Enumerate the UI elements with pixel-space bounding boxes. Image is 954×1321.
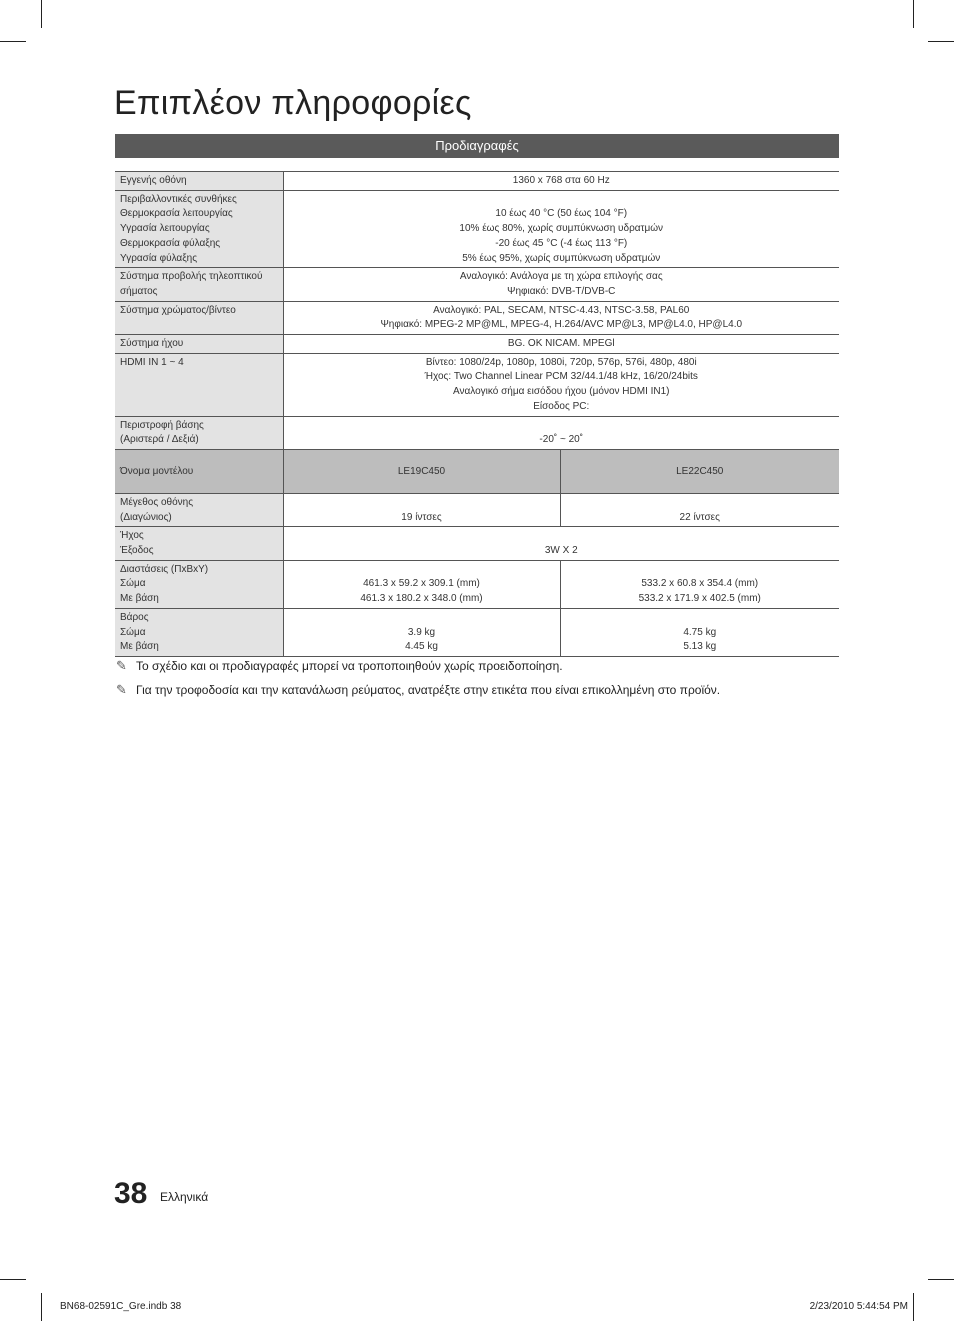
spec-label xyxy=(115,416,283,449)
value-line: Ψηφιακό: MPEG-2 MP@ML, MPEG-4, H.264/AVC MP@L3, MP@L4.0, HP@L4.0 xyxy=(380,319,743,331)
value-line: 5% έως 95%, χωρίς συμπύκνωση υδρατμών xyxy=(462,252,661,264)
table-row xyxy=(115,268,839,301)
value-line: Ήχος: Two Channel Linear PCM 32/44.1/48 kHz, 16/20/24bits xyxy=(424,371,698,383)
table-row xyxy=(115,493,839,526)
table-row xyxy=(115,608,839,656)
spec-label: Σύστημα ήχου xyxy=(115,335,283,354)
value-line: 533.2 x 60.8 x 354.4 (mm) xyxy=(641,578,759,590)
spec-label xyxy=(115,527,283,560)
value-line: 10 έως 40 °C (50 έως 104 °F) xyxy=(495,208,628,220)
value-line: 5.13 kg xyxy=(683,641,717,653)
table-row xyxy=(115,190,839,268)
note-item xyxy=(116,682,720,698)
spec-label xyxy=(115,560,283,608)
page-number: 38 xyxy=(114,1177,148,1210)
label-line: Ήχος xyxy=(120,530,144,542)
value-line: Βίντεο: 1080/24p, 1080p, 1080i, 720p, 576p, 576i, 480p, 480i xyxy=(425,356,697,368)
footer-file: BN68-02591C_Gre.indb 38 xyxy=(60,1301,182,1312)
crop-mark xyxy=(41,1293,42,1321)
table-row xyxy=(115,527,839,560)
value-line: Αναλογικό σήμα εισόδου ήχου (μόνον HDMI IN1) xyxy=(452,386,670,398)
pencil-icon: ✎ xyxy=(116,658,127,673)
table-row xyxy=(115,449,839,493)
crop-mark xyxy=(913,1293,914,1321)
spec-label: Όνομα μοντέλου xyxy=(115,449,283,493)
crop-mark xyxy=(913,0,914,28)
label-line: Σύστημα προβολής τηλεοπτικού xyxy=(120,271,263,283)
value-line: 10% έως 80%, χωρίς συμπύκνωση υδρατμών xyxy=(459,223,664,235)
spec-label: Εγγενής οθόνη xyxy=(115,172,283,191)
label-line: Με βάση xyxy=(120,593,159,605)
crop-mark xyxy=(0,1279,26,1280)
value-line: 4.75 kg xyxy=(683,626,717,638)
label-line: Μέγεθος οθόνης xyxy=(120,496,194,508)
spec-value: 22 ίντσες xyxy=(560,493,839,526)
label-line: Περιστροφή βάσης xyxy=(120,419,204,431)
spec-value xyxy=(283,560,560,608)
page-title: Επιπλέον πληροφορίες xyxy=(114,84,472,122)
note-item xyxy=(116,658,563,674)
value-line: Ψηφιακό: DVB-T/DVB-C xyxy=(507,285,616,297)
model-name: LE19C450 xyxy=(283,449,560,493)
spec-table xyxy=(115,171,839,657)
label-line: (Αριστερά / Δεξιά) xyxy=(120,434,199,446)
label-line: Σώμα xyxy=(120,626,146,638)
value-line: 533.2 x 171.9 x 402.5 (mm) xyxy=(638,593,761,605)
label-line: Βάρος xyxy=(120,611,149,623)
value-line: 461.3 x 180.2 x 348.0 (mm) xyxy=(360,593,483,605)
footer-timestamp: 2/23/2010 5:44:54 PM xyxy=(809,1301,908,1312)
table-row xyxy=(115,416,839,449)
table-row xyxy=(115,560,839,608)
spec-value xyxy=(283,353,839,416)
spec-label xyxy=(115,190,283,268)
note-text: Για την τροφοδοσία και την κατανάλωση ρεύματος, ανατρέξτε στην ετικέτα που είναι επικολλημένη στο προϊόν. xyxy=(136,683,721,697)
crop-mark xyxy=(41,0,42,28)
label-line: Με βάση xyxy=(120,641,159,653)
spec-value: BG. OK NICAM. MPEGl xyxy=(283,335,839,354)
label-line: Περιβαλλοντικές συνθήκες xyxy=(120,193,237,205)
spec-value: -20˚ ~ 20˚ xyxy=(283,416,839,449)
value-line: 461.3 x 59.2 x 309.1 (mm) xyxy=(363,578,480,590)
spec-label: Σύστημα χρώματος/βίντεο xyxy=(115,301,283,334)
label-line: Θερμοκρασία φύλαξης xyxy=(120,237,221,249)
crop-mark xyxy=(928,41,954,42)
crop-mark xyxy=(0,41,26,42)
table-row xyxy=(115,301,839,334)
crop-mark xyxy=(928,1279,954,1280)
spec-value xyxy=(560,608,839,656)
note-text: Το σχέδιο και οι προδιαγραφές μπορεί να τροποποιηθούν χωρίς προειδοποίηση. xyxy=(136,659,563,673)
spec-label xyxy=(115,608,283,656)
value-line: 3.9 kg xyxy=(407,626,436,638)
label-line: σήματος xyxy=(120,285,158,297)
spec-value xyxy=(283,190,839,268)
spec-value xyxy=(283,301,839,334)
table-row xyxy=(115,335,839,354)
spec-value: 1360 x 768 στα 60 Hz xyxy=(283,172,839,191)
value-line: Αναλογικό: Ανάλογα με τη χώρα επιλογής σας xyxy=(459,271,663,283)
spec-value: 19 ίντσες xyxy=(283,493,560,526)
label-line: Θερμοκρασία λειτουργίας xyxy=(120,208,233,220)
model-name: LE22C450 xyxy=(560,449,839,493)
table-row xyxy=(115,172,839,191)
label-line: (Διαγώνιος) xyxy=(120,511,172,523)
label-line: Σώμα xyxy=(120,578,146,590)
section-banner: Προδιαγραφές xyxy=(115,134,839,158)
pencil-icon: ✎ xyxy=(116,682,127,697)
label-line: Υγρασία φύλαξης xyxy=(120,252,198,264)
label-line: Υγρασία λειτουργίας xyxy=(120,223,210,235)
spec-label xyxy=(115,493,283,526)
label-line: Έξοδος xyxy=(120,545,154,557)
value-line: Είσοδος PC: xyxy=(533,400,590,412)
spec-label xyxy=(115,268,283,301)
value-line: Αναλογικό: PAL, SECAM, NTSC-4.43, NTSC-3.58, PAL60 xyxy=(433,304,690,316)
label-line: Διαστάσεις (ΠxΒxΥ) xyxy=(120,563,209,575)
page-language: Ελληνικά xyxy=(160,1190,209,1204)
spec-value: 3W X 2 xyxy=(283,527,839,560)
spec-label: HDMI IN 1 ~ 4 xyxy=(115,353,283,416)
table-row xyxy=(115,353,839,416)
value-line: 4.45 kg xyxy=(405,641,438,653)
spec-value xyxy=(283,608,560,656)
spec-value xyxy=(283,268,839,301)
spec-value xyxy=(560,560,839,608)
value-line: -20 έως 45 °C (-4 έως 113 °F) xyxy=(495,237,628,249)
